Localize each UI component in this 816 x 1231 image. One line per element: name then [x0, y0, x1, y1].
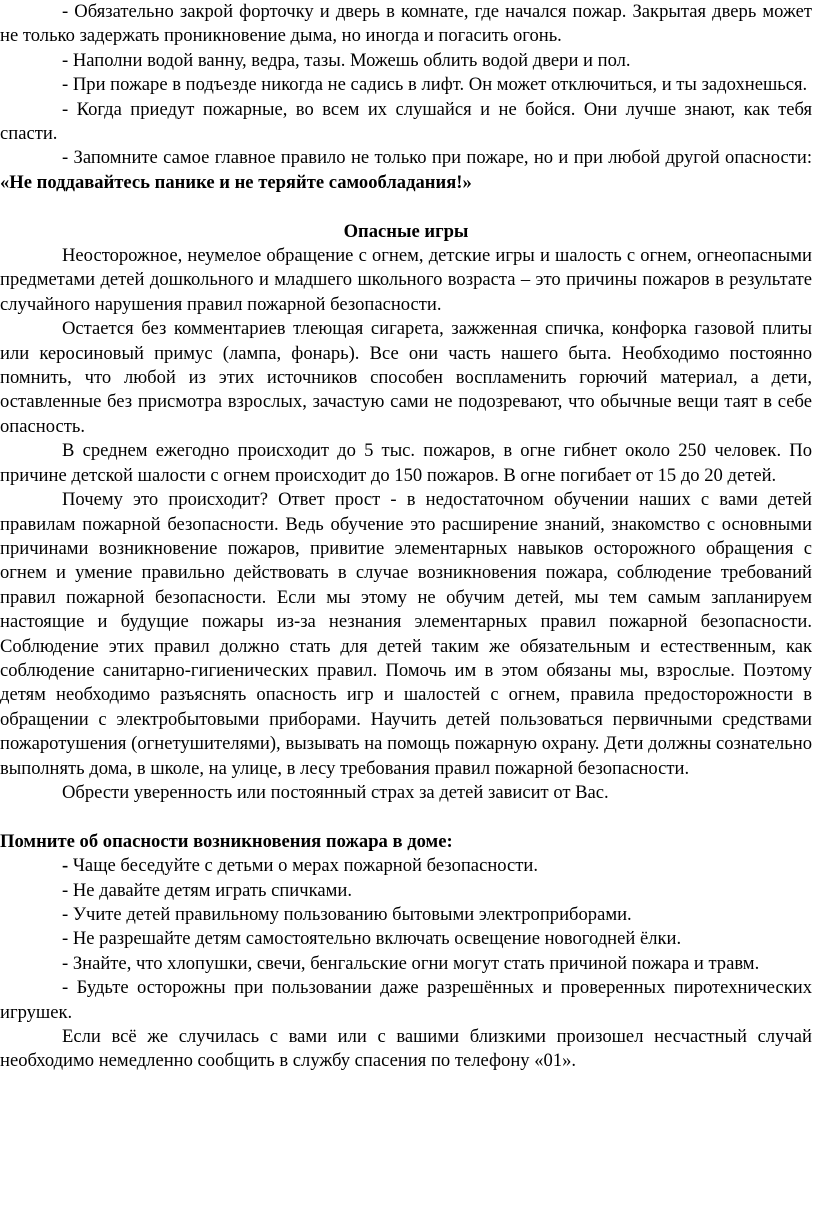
- list-item-appliances: - Учите детей правильному пользованию бытовыми электроприборами.: [62, 904, 632, 925]
- list-item-tree-lights: - Не разрешайте детям самостоятельно включать освещение новогодней ёлки.: [62, 928, 682, 950]
- list-item-pyrotechnics: - Будьте осторожны при пользовании даже разрешённых и проверенных пиротехнических игрушек.: [0, 977, 812, 1023]
- paragraph-no-elevator: - При пожаре в подъезде никогда не садись в лифт. Он может отключиться, и ты задохнешься.: [62, 74, 808, 96]
- paragraph-main-rule: [0, 146, 812, 195]
- spacer: [0, 195, 812, 219]
- paragraph-why: Почему это происходит? Ответ прост - в недостаточном обучении наших с вами детей правилам пожарной безопасности. Ведь обучение это расширение знаний, знакомство с основными причинами возникновение пожаров, привитие элементарных навыков осторожного обращения с огнем и умение правильно действовать в случае возникновения пожара, соблюдение требований правил пожарной безопасности. Если мы этому не обучим детей, мы тем самым запланируем настоящие и будущие пожары из-за незнания элементарных правил пожарной безопасности. Соблюдение этих правил должно стать для детей таким же обязательным и естественным, как соблюдение санитарно-гигиенических правил. Помочь им в этом обязаны мы, взрослые. Поэтому детям необходимо разъяснять опасность игр и шалостей с огнем, правила предосторожности в обращении с электробытовыми приборами. Научить детей пользоваться первичными средствами пожаротушения (огнетушителями), вызывать на помощь пожарную охрану. Дети должны сознательно выполнять дома, в школе, на улице, в лесу требования правил пожарной безопасности.: [0, 489, 812, 779]
- list-item-text: Чаще беседуйте с детьми о мерах пожарной безопасности.: [68, 855, 539, 877]
- list-item-dash: -: [62, 855, 69, 877]
- paragraph-statistics: В среднем ежегодно происходит до 5 тыс. пожаров, в огне гибнет около 250 человек. По причине детской шалости с огнем происходит до 150 пожаров. В огне погибает от 15 до 20 детей.: [0, 440, 812, 486]
- paragraph-fill-water: - Наполни водой ванну, ведра, тазы. Можешь облить водой двери и пол.: [62, 49, 631, 71]
- paragraph-close-window: - Обязательно закрой форточку и дверь в комнате, где начался пожар. Закрытая дверь может не только задержать проникновение дыма, но иногда и погасить огонь.: [0, 1, 812, 47]
- spacer: [0, 805, 812, 829]
- list-item-fireworks: - Знайте, что хлопушки, свечи, бенгальские огни могут стать причиной пожара и травм.: [62, 952, 760, 974]
- paragraph-emergency-call: Если всё же случилась с вами или с вашими близкими произошел несчастный случай необходимо немедленно сообщить в службу спасения по телефону «01».: [0, 1026, 812, 1072]
- main-rule-intro: - Запомните самое главное правило не только при пожаре, но и при любой другой опасности:: [62, 147, 812, 169]
- paragraph-careless-handling: Неосторожное, неумелое обращение с огнем, детские игры и шалость с огнем, огнеопасными предметами детей дошкольного и младшего школьного возраста – это причины пожаров в результате случайного нарушения правил пожарной безопасности.: [0, 245, 812, 315]
- paragraph-confidence: Обрести уверенность или постоянный страх за детей зависит от Вас.: [62, 781, 609, 803]
- paragraph-firefighters: - Когда приедут пожарные, во всем их слушайся и не бойся. Они лучше знают, как тебя спасти.: [0, 98, 812, 145]
- paragraph-cigarette: Остается без комментариев тлеющая сигарета, зажженная спичка, конфорка газовой плиты или керосиновый примус (лампа, фонарь). Все они часть нашего быта. Необходимо постоянно помнить, что любой из этих источников способен воспламенить горючий материал, а дети, оставленные без присмотра взрослых, зачастую сами не подозревают, что обычные вещи таят в себе опасность.: [0, 318, 812, 437]
- list-item-talk: [0, 854, 812, 878]
- main-rule-bold: «Не поддавайтесь панике и не теряйте самообладания!»: [0, 171, 472, 193]
- section-title-remember: Помните об опасности возникновения пожара в доме:: [0, 830, 453, 852]
- list-item-matches: - Не давайте детям играть спичками.: [62, 879, 352, 901]
- section-title-dangerous-games: Опасные игры: [343, 220, 469, 242]
